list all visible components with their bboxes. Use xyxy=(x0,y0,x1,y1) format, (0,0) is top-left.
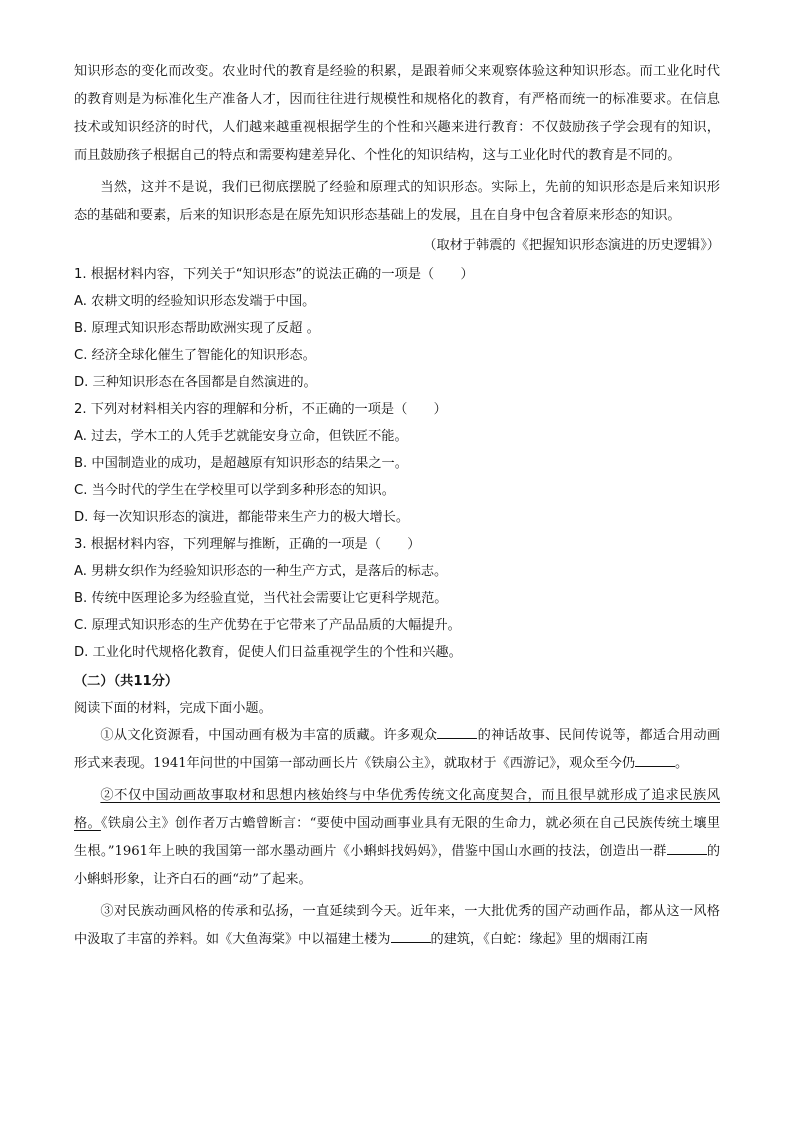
fill-blank[interactable] xyxy=(667,840,707,855)
option-c[interactable]: C. 原理式知识形态的生产优势在于它带来了产品品质的大幅提升。 xyxy=(74,618,461,633)
passage-source: （取材于韩震的《把握知识形态演进的历史逻辑》） xyxy=(423,238,720,253)
option-a[interactable]: A. 男耕女织作为经验知识形态的一种生产方式，是落后的标志。 xyxy=(74,564,448,579)
passage-paragraph-1 xyxy=(74,722,720,778)
passage-paragraph: 知识形态的变化而改变。农业时代的教育是经验的积累，是跟着师父来观察体验这种知识形态。而工业化时代的教育则是为标准化生产准备人才，因而往往进行规模性和规格化的教育，有严格而统一的标准要求。在信息技术或知识经济的时代，人们越来越重视根据学生的个性和兴趣来进行教育：不仅鼓励孩子学会现有的知识，而且鼓励孩子根据自己的特点和需要构建差异化、个性化的知识结构，这与工业化时代的教育是不同的。 xyxy=(74,64,720,163)
fill-blank[interactable] xyxy=(391,928,431,943)
passage-paragraph: 当然，这并不是说，我们已彻底摆脱了经验和原理式的知识形态。实际上，先前的知识形态是后来知识形态的基础和要素，后来的知识形态是在原先知识形态基础上的发展，且在自身中包含着原来形态的知识。 xyxy=(74,180,720,223)
option-d[interactable]: D. 每一次知识形态的演进，都能带来生产力的极大增长。 xyxy=(74,510,410,525)
option-c[interactable]: C. 当今时代的学生在学校里可以学到多种形态的知识。 xyxy=(74,483,395,498)
question-2 xyxy=(74,396,720,531)
question-1 xyxy=(74,261,720,396)
question-stem: 1. 根据材料内容，下列关于“知识形态”的说法正确的一项是（ ） xyxy=(74,267,474,282)
option-d[interactable]: D. 三种知识形态在各国都是自然演进的。 xyxy=(74,375,317,390)
text-span: 的小蝌蚪形象，让齐白石的画“动”了起来。 xyxy=(74,844,721,887)
fill-blank[interactable] xyxy=(635,752,675,767)
passage-1 xyxy=(74,58,720,260)
passage-paragraph-2 xyxy=(74,782,720,894)
option-b[interactable]: B. 传统中医理论多为经验直觉，当代社会需要让它更科学规范。 xyxy=(74,591,448,606)
option-d[interactable]: D. 工业化时代规格化教育，促使人们日益重视学生的个性和兴趣。 xyxy=(74,645,462,660)
text-span: 的建筑，《白蛇：缘起》里的烟雨江南 xyxy=(430,932,649,947)
text-span: 《铁扇公主》创作者万古蟾曾断言：“要使中国动画事业具有无限的生命力，就必须在自己民族传统土壤里生根。”1961年上映的我国第一部水墨动画片《小蝌蚪找妈妈》，借鉴中国山水画的技法，创造出一群 xyxy=(74,816,721,859)
passage-paragraph-3 xyxy=(74,898,720,954)
option-b[interactable]: B. 原理式知识形态帮助欧洲实现了反超 。 xyxy=(74,321,320,336)
text-span: ③对民族动画风格的传承和弘扬，一直延续到今天。近年来，一大批优秀的国产动画作品，都从这一风格中汲取了丰富的养料。如《大鱼海棠》中以福建土楼为 xyxy=(74,904,720,947)
question-3 xyxy=(74,531,720,666)
question-stem: 2. 下列对材料相关内容的理解和分析，不正确的一项是（ ） xyxy=(74,402,447,417)
fill-blank[interactable] xyxy=(437,724,477,739)
text-span: ①从文化资源看，中国动画有极为丰富的质藏。许多观众 xyxy=(100,728,438,743)
passage-2 xyxy=(74,722,720,954)
section-instruction: 阅读下面的材料，完成下面小题。 xyxy=(74,701,272,716)
text-span: 。 xyxy=(675,756,689,771)
option-c[interactable]: C. 经济全球化催生了智能化的知识形态。 xyxy=(74,348,316,363)
option-a[interactable]: A. 过去，学木工的人凭手艺就能安身立命，但铁匠不能。 xyxy=(74,429,408,444)
underlined-sentence: ②不仅中国动画故事取材和思想内核始终与中华优秀传统文化高度契合，而且很早就形成了追求民族风格。 xyxy=(74,788,720,831)
option-b[interactable]: B. 中国制造业的成功，是超越原有知识形态的结果之一。 xyxy=(74,456,408,471)
text-span: 的神话故事、民间传说等，都适合用动画形式来表现。1941年问世的中国第一部动画长片《铁扇公主》，就取材于《西游记》，观众至今仍 xyxy=(74,728,721,771)
question-stem: 3. 根据材料内容，下列理解与推断，正确的一项是（ ） xyxy=(74,537,421,552)
section-heading: （二）（共11分） xyxy=(74,674,179,689)
option-a[interactable]: A. 农耕文明的经验知识形态发端于中国。 xyxy=(74,294,316,309)
exam-page xyxy=(74,58,720,954)
